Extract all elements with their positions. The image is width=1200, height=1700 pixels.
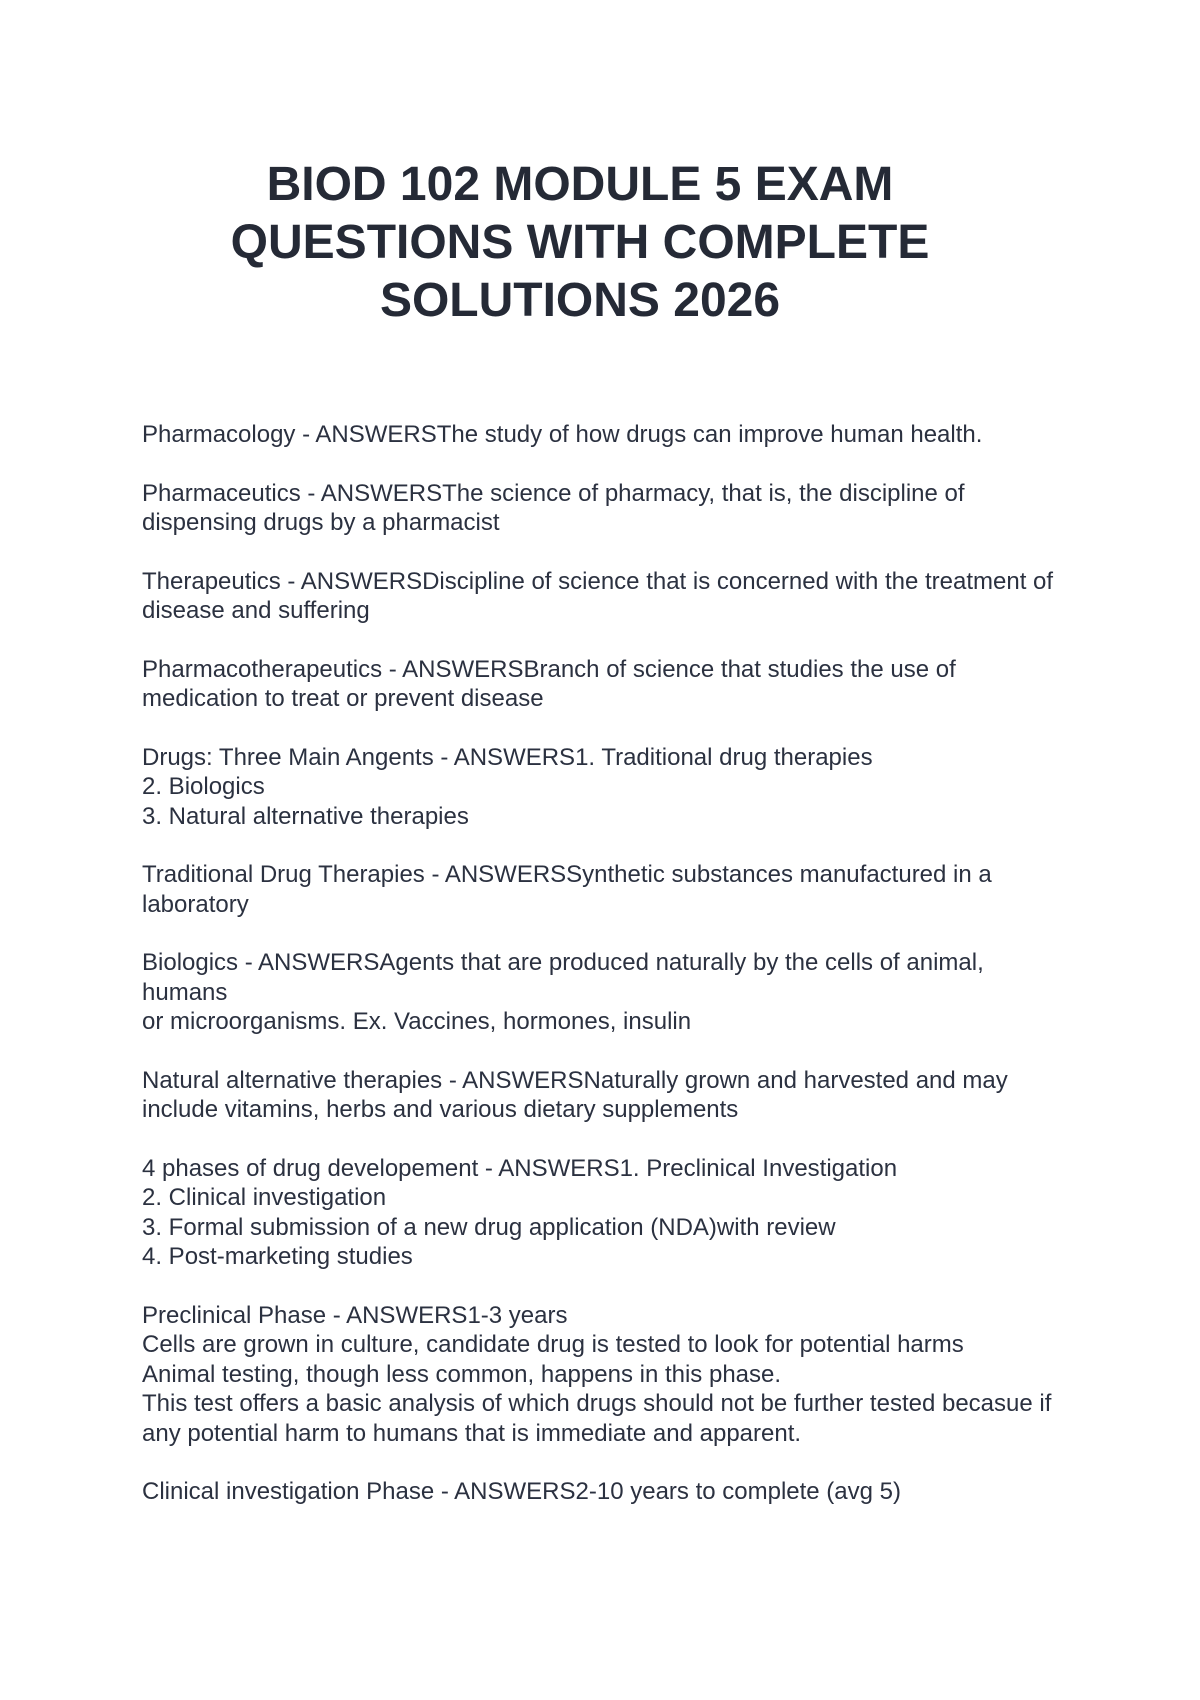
qa-entry-pharmacology [142, 420, 1072, 450]
title-line: QUESTIONS WITH COMPLETE [230, 216, 930, 269]
entry-line: 2. Clinical investigation [142, 1184, 387, 1211]
entry-line: Therapeutics - ANSWERSDiscipline of science that is concerned with the treatment of [142, 567, 1054, 595]
entry-line: Traditional Drug Therapies - ANSWERSSynthetic substances manufactured in a [142, 861, 992, 888]
entry-line: medication to treat or prevent disease [142, 685, 544, 712]
title-line: SOLUTIONS 2026 [379, 274, 781, 327]
entry-line: or microorganisms. Ex. Vaccines, hormones, insulin [142, 1008, 692, 1035]
entry-line: dispensing drugs by a pharmacist [142, 509, 500, 536]
entry-line: 4. Post-marketing studies [142, 1243, 413, 1270]
entry-line: Drugs: Three Main Angents - ANSWERS1. Traditional drug therapies [142, 743, 873, 771]
qa-entry-traditional-drug-therapies [142, 860, 1072, 919]
entry-line: Animal testing, though less common, happens in this phase. [142, 1360, 782, 1388]
qa-entry-three-main-agents [142, 743, 1072, 832]
entry-line: Clinical investigation Phase - ANSWERS2-10 years to complete (avg 5) [142, 1478, 901, 1505]
qa-entry-biologics [142, 948, 1072, 1037]
qa-entry-clinical-investigation-phase [142, 1477, 1072, 1507]
qa-entry-natural-alternative-therapies [142, 1066, 1072, 1125]
document-title [200, 156, 960, 330]
entry-line: Pharmaceutics - ANSWERSThe science of pharmacy, that is, the discipline of [142, 479, 965, 507]
entry-line: Pharmacotherapeutics - ANSWERSBranch of science that studies the use of [142, 655, 956, 683]
entry-line: include vitamins, herbs and various dietary supplements [142, 1096, 739, 1123]
entry-line: 2. Biologics [142, 773, 265, 800]
entry-line: 3. Formal submission of a new drug application (NDA)with review [142, 1213, 836, 1241]
entry-line: laboratory [142, 890, 249, 918]
qa-entry-pharmaceutics [142, 479, 1072, 538]
entry-line: any potential harm to humans that is immediate and apparent. [142, 1419, 802, 1447]
entry-line: Biologics - ANSWERSAgents that are produced naturally by the cells of animal, humans [142, 949, 984, 1006]
entry-line: 4 phases of drug developement - ANSWERS1. Preclinical Investigation [142, 1154, 898, 1182]
entry-line: 3. Natural alternative therapies [142, 802, 469, 830]
entry-line: Preclinical Phase - ANSWERS1-3 years [142, 1301, 568, 1329]
qa-entry-pharmacotherapeutics [142, 655, 1072, 714]
entry-line: Pharmacology - ANSWERSThe study of how drugs can improve human health. [142, 421, 983, 448]
qa-entry-therapeutics [142, 567, 1072, 626]
title-line: BIOD 102 MODULE 5 EXAM [266, 158, 894, 211]
entry-line: disease and suffering [142, 597, 370, 624]
qa-list [142, 420, 1072, 1536]
qa-entry-preclinical-phase [142, 1301, 1072, 1449]
entry-line: Cells are grown in culture, candidate drug is tested to look for potential harms [142, 1331, 964, 1358]
entry-line: This test offers a basic analysis of which drugs should not be further tested becasue if [142, 1390, 1052, 1417]
entry-line: Natural alternative therapies - ANSWERSNaturally grown and harvested and may [142, 1066, 1008, 1094]
qa-entry-drug-development-phases [142, 1154, 1072, 1272]
